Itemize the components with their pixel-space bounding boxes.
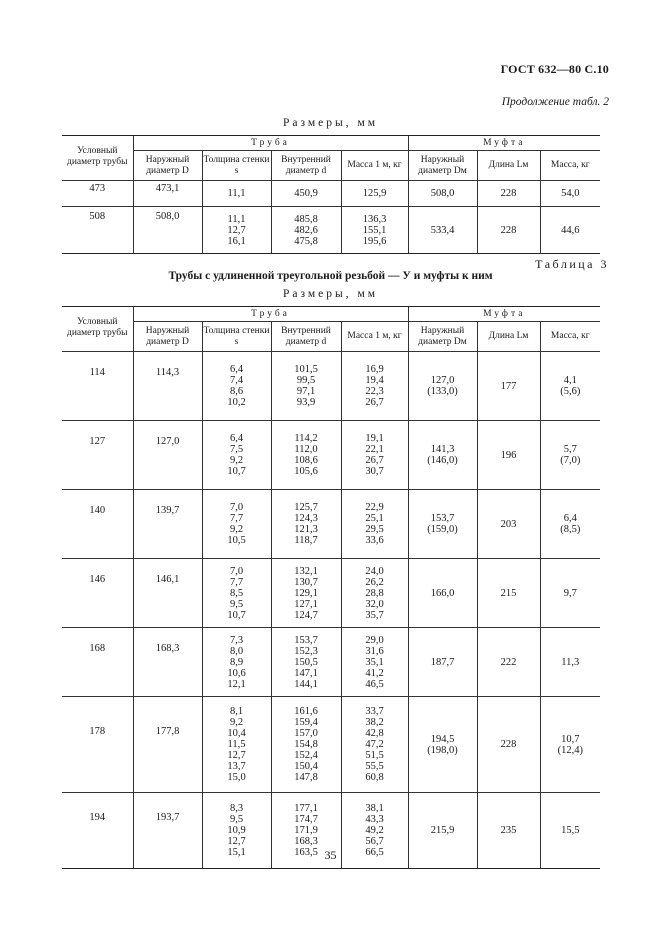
cell-mass-per-meter [341,628,408,697]
cell-inner-diameter-value: 114,2 [294,433,318,444]
table-3-title: Трубы с удлиненной треугольной резьбой — У и муфты к ним [168,270,493,282]
cell-inner-diameter-value: 130,7 [294,576,318,588]
cell-inner-diameter-value: 118,7 [294,535,318,546]
cell-coupling-outer-diameter-line: (159,0) [427,524,458,535]
document-code: ГОСТ 632—80 С.10 [500,62,609,76]
cell-outer-diameter: 193,7 [133,793,202,869]
cell-inner-diameter [271,490,341,559]
cell-wall-thickness-value: 10,6 [227,667,246,679]
cell-wall-thickness-value: 9,5 [229,814,244,825]
cell-wall-thickness [202,421,271,490]
cell-coupling-mass [540,628,600,697]
cell-inner-diameter [271,697,341,793]
cell-mass-per-meter-value: 31,6 [365,645,384,657]
cell-coupling-mass [540,352,600,421]
cell-mass-per-meter [341,181,408,207]
header-row-group [62,136,600,151]
cell-inner-diameter-value: 174,7 [294,814,318,825]
cell-inner-diameter [271,628,341,697]
cell-outer-diameter: 114,3 [133,352,202,421]
cell-inner-diameter-value: 108,6 [294,455,318,466]
table-row [62,559,600,628]
cell-mass-per-meter-value: 46,5 [365,678,384,690]
cell-inner-diameter-value: 159,4 [294,717,318,728]
cell-inner-diameter-value: 150,5 [294,656,318,668]
cell-mass-per-meter-value: 38,2 [365,717,384,728]
cell-wall-thickness [202,207,271,254]
cell-outer-diameter: 139,7 [133,490,202,559]
cell-mass-per-meter-value: 29,0 [365,634,384,646]
cell-wall-thickness-value: 7,4 [229,375,244,386]
cell-mass-per-meter [341,352,408,421]
cell-cond-diameter: 146 [62,559,133,628]
table-row [62,697,600,793]
cell-inner-diameter-value: 482,6 [294,224,318,236]
cell-inner-diameter-value: 101,5 [294,364,318,375]
table-row [62,421,600,490]
cell-mass-per-meter-value: 125,9 [362,188,387,199]
cell-wall-thickness-value: 9,5 [229,598,244,610]
cell-coupling-length: 203 [477,490,540,559]
cell-coupling-outer-diameter-line: 533,4 [430,224,455,236]
cell-cond-diameter: 140 [62,490,133,559]
page-number: 35 [324,848,337,862]
cell-cond-diameter: 194 [62,793,133,869]
cell-mass-per-meter-value: 19,4 [365,375,384,386]
header-mass-per-meter: Масса 1 м, кг [341,322,408,352]
table-3 [62,306,600,869]
cell-mass-per-meter-value: 41,2 [365,667,384,679]
cell-coupling-mass [540,697,600,793]
cell-wall-thickness-value: 7,5 [229,444,244,455]
cell-coupling-mass-line: 44,6 [561,224,580,236]
cell-wall-thickness-value: 10,5 [227,535,246,546]
header-coupling-outer-diameter: Наружный диаметр Dм [408,151,477,181]
cell-mass-per-meter-value: 26,7 [365,455,384,466]
cell-coupling-mass-line: 9,7 [563,587,577,599]
cell-coupling-mass-line: 6,4 [563,513,577,524]
cell-wall-thickness-value: 9,2 [229,524,244,535]
cell-wall-thickness-value: 8,0 [229,645,244,657]
cell-wall-thickness-value: 9,2 [229,455,244,466]
cell-mass-per-meter-value: 33,6 [365,535,384,546]
cell-coupling-mass-line: 54,0 [561,188,580,199]
cell-wall-thickness-value: 8,1 [229,706,244,717]
cell-inner-diameter [271,352,341,421]
cell-outer-diameter: 127,0 [133,421,202,490]
cell-wall-thickness-value: 6,4 [229,433,244,444]
cell-coupling-outer-diameter [408,207,477,254]
cell-inner-diameter-value: 127,1 [294,598,318,610]
cell-coupling-outer-diameter-line: 508,0 [430,188,455,199]
cell-inner-diameter-value: 121,3 [294,524,318,535]
cell-coupling-length: 228 [477,181,540,207]
cell-cond-diameter: 508 [62,207,133,254]
cell-coupling-mass-line: 15,5 [561,825,580,836]
table-row [62,490,600,559]
header-pipe-group: Труба [133,136,408,151]
cell-inner-diameter-value: 152,4 [294,750,318,761]
table-row [62,181,600,207]
cell-cond-diameter: 168 [62,628,133,697]
cell-wall-thickness-value: 10,7 [227,609,246,621]
cell-outer-diameter: 473,1 [133,181,202,207]
cell-mass-per-meter [341,207,408,254]
cell-coupling-outer-diameter-line: 141,3 [430,444,455,455]
cell-coupling-mass-line: 4,1 [563,375,577,386]
cell-mass-per-meter-value: 47,2 [365,739,384,750]
cell-mass-per-meter-value: 26,7 [365,397,384,408]
cell-mass-per-meter-value: 24,0 [365,565,384,577]
cell-coupling-outer-diameter [408,181,477,207]
cell-inner-diameter-value: 150,4 [294,761,318,772]
cell-coupling-length: 215 [477,559,540,628]
cell-wall-thickness-value: 7,7 [229,576,244,588]
cell-inner-diameter-value: 97,1 [296,386,316,397]
cell-mass-per-meter-value: 55,5 [365,761,384,772]
cell-inner-diameter-value: 163,5 [294,847,318,858]
cell-mass-per-meter-value: 35,1 [365,656,384,668]
cell-coupling-mass [540,490,600,559]
cell-wall-thickness [202,490,271,559]
cell-inner-diameter-value: 124,3 [294,513,318,524]
table-row [62,628,600,697]
cell-inner-diameter [271,421,341,490]
cell-coupling-outer-diameter [408,697,477,793]
cell-mass-per-meter [341,559,408,628]
cell-inner-diameter-value: 105,6 [294,466,318,477]
cell-wall-thickness-value: 10,9 [227,825,246,836]
cell-mass-per-meter-value: 30,7 [365,466,384,477]
cell-mass-per-meter-value: 51,5 [365,750,384,761]
table-row [62,207,600,254]
cell-wall-thickness-value: 7,7 [229,513,244,524]
cell-coupling-outer-diameter-line: 215,9 [430,825,455,836]
cell-wall-thickness-value: 13,7 [227,761,246,772]
cell-mass-per-meter-value: 29,5 [365,524,384,535]
cell-wall-thickness-value: 7,0 [229,565,244,577]
cell-inner-diameter-value: 147,1 [294,667,318,679]
cell-coupling-outer-diameter-line: 187,7 [430,656,455,668]
cell-coupling-length: 228 [477,697,540,793]
cell-coupling-mass-line: (7,0) [560,455,581,466]
cell-mass-per-meter-value: 22,1 [365,444,384,455]
cell-outer-diameter: 146,1 [133,559,202,628]
header-coupling-length: Длина Lм [477,322,540,352]
cell-coupling-outer-diameter-line: (146,0) [427,455,458,466]
cell-mass-per-meter-value: 28,8 [365,587,384,599]
cell-wall-thickness-value: 12,7 [227,224,246,236]
cell-coupling-length: 222 [477,628,540,697]
header-cond-diameter: Условный диаметр трубы [62,136,133,181]
cell-inner-diameter [271,181,341,207]
cell-wall-thickness-value: 15,0 [227,772,246,783]
cell-coupling-length: 177 [477,352,540,421]
cell-inner-diameter-value: 168,3 [294,836,318,847]
cell-wall-thickness-value: 11,5 [227,739,246,750]
cell-mass-per-meter-value: 136,3 [362,213,387,225]
cell-coupling-outer-diameter [408,490,477,559]
header-row-columns [62,322,600,352]
cell-wall-thickness-value: 15,1 [227,847,246,858]
cell-outer-diameter: 177,8 [133,697,202,793]
cell-inner-diameter-value: 171,9 [294,825,318,836]
cell-wall-thickness-value: 10,2 [227,397,246,408]
cell-inner-diameter-value: 161,6 [294,706,318,717]
cell-mass-per-meter-value: 22,9 [365,502,384,513]
cell-mass-per-meter-value: 26,2 [365,576,384,588]
cell-mass-per-meter-value: 155,1 [362,224,387,236]
cell-coupling-outer-diameter-line: 153,7 [430,513,455,524]
header-inner-diameter: Внутренний диаметр d [271,322,341,352]
cell-inner-diameter-value: 450,9 [294,188,318,199]
cell-cond-diameter: 114 [62,352,133,421]
cell-wall-thickness-value: 10,7 [227,466,246,477]
cell-cond-diameter: 127 [62,421,133,490]
cell-coupling-mass [540,559,600,628]
cell-mass-per-meter-value: 16,9 [365,364,384,375]
cell-coupling-mass-line: (12,4) [557,744,583,756]
table-2-continued [62,135,600,254]
cell-coupling-outer-diameter [408,421,477,490]
cell-wall-thickness [202,352,271,421]
cell-mass-per-meter-value: 38,1 [365,803,384,814]
header-cond-diameter: Условный диаметр трубы [62,307,133,352]
cell-wall-thickness-value: 6,4 [229,364,244,375]
header-coupling-group: Муфта [408,136,600,151]
cell-wall-thickness [202,181,271,207]
cell-coupling-mass-line: 11,3 [561,656,580,668]
cell-coupling-outer-diameter-line: (133,0) [427,386,458,397]
cell-wall-thickness-value: 8,9 [229,656,244,668]
cell-coupling-outer-diameter-line: 127,0 [430,375,455,386]
cell-mass-per-meter-value: 33,7 [365,706,384,717]
cell-inner-diameter-value: 132,1 [294,565,318,577]
cell-inner-diameter-value: 154,8 [294,739,318,750]
cell-inner-diameter-value: 157,0 [294,728,318,739]
header-coupling-outer-diameter: Наружный диаметр Dм [408,322,477,352]
cell-inner-diameter-value: 144,1 [294,678,318,690]
cell-wall-thickness-value: 8,5 [229,587,244,599]
cell-coupling-length: 235 [477,793,540,869]
cell-wall-thickness-value: 16,1 [227,235,246,247]
cell-wall-thickness [202,628,271,697]
cell-mass-per-meter [341,490,408,559]
cell-inner-diameter [271,559,341,628]
header-coupling-group: Муфта [408,307,600,322]
cell-inner-diameter-value: 129,1 [294,587,318,599]
header-coupling-mass: Масса, кг [540,151,600,181]
cell-mass-per-meter-value: 60,8 [365,772,384,783]
header-wall-thickness: Толщина стенки s [202,151,271,181]
cell-outer-diameter: 508,0 [133,207,202,254]
header-outer-diameter: Наружный диаметр D [133,151,202,181]
sizes-caption: Размеры, мм [282,117,379,129]
cell-inner-diameter-value: 152,3 [294,645,318,657]
cell-coupling-outer-diameter [408,352,477,421]
header-mass-per-meter: Масса 1 м, кг [341,151,408,181]
cell-wall-thickness-value: 7,3 [229,634,244,646]
cell-mass-per-meter-value: 49,2 [365,825,384,836]
cell-inner-diameter-value: 177,1 [294,803,318,814]
cell-wall-thickness-value: 11,1 [227,188,246,199]
cell-cond-diameter: 178 [62,697,133,793]
cell-inner-diameter-value: 485,8 [294,213,318,225]
cell-inner-diameter-value: 112,0 [294,444,318,455]
cell-mass-per-meter [341,697,408,793]
cell-mass-per-meter-value: 42,8 [365,728,384,739]
cell-wall-thickness-value: 9,2 [229,717,244,728]
cell-inner-diameter-value: 93,9 [296,397,316,408]
cell-wall-thickness [202,697,271,793]
cell-coupling-mass-line: 10,7 [561,733,580,745]
sizes-caption: Размеры, мм [282,288,379,300]
header-outer-diameter: Наружный диаметр D [133,322,202,352]
table-3-label: Таблица 3 [535,257,609,271]
cell-coupling-mass-line: (5,6) [560,386,581,397]
cell-wall-thickness-value: 7,0 [229,502,244,513]
header-inner-diameter: Внутренний диаметр d [271,151,341,181]
header-wall-thickness: Толщина стенки s [202,322,271,352]
header-coupling-length: Длина Lм [477,151,540,181]
cell-wall-thickness-value: 8,3 [229,803,244,814]
cell-inner-diameter-value: 99,5 [296,375,316,386]
table-continuation: Продолжение табл. 2 [501,96,609,108]
cell-wall-thickness-value: 12,1 [227,678,246,690]
cell-mass-per-meter-value: 32,0 [365,598,384,610]
cell-mass-per-meter [341,421,408,490]
cell-inner-diameter-value: 153,7 [294,634,318,646]
cell-inner-diameter-value: 147,8 [294,772,318,783]
cell-wall-thickness-value: 11,1 [227,213,246,225]
cell-coupling-mass-line: 5,7 [563,444,577,455]
cell-coupling-outer-diameter [408,628,477,697]
header-row-group [62,307,600,322]
cell-inner-diameter-value: 125,7 [294,502,318,513]
cell-mass-per-meter-value: 22,3 [365,386,384,397]
cell-coupling-outer-diameter-line: 166,0 [430,587,455,599]
cell-inner-diameter [271,207,341,254]
cell-inner-diameter-value: 475,8 [294,235,318,247]
cell-mass-per-meter-value: 56,7 [365,836,384,847]
cell-wall-thickness-value: 10,4 [227,728,246,739]
cell-mass-per-meter-value: 195,6 [362,235,387,247]
cell-coupling-mass [540,181,600,207]
cell-coupling-length: 228 [477,207,540,254]
cell-coupling-outer-diameter [408,559,477,628]
cell-coupling-length: 196 [477,421,540,490]
cell-coupling-mass [540,207,600,254]
cell-outer-diameter: 168,3 [133,628,202,697]
header-row-columns [62,151,600,181]
cell-wall-thickness-value: 12,7 [227,836,246,847]
cell-mass-per-meter-value: 35,7 [365,609,384,621]
cell-inner-diameter-value: 124,7 [294,609,318,621]
header-coupling-mass: Масса, кг [540,322,600,352]
cell-wall-thickness-value: 12,7 [227,750,246,761]
cell-wall-thickness-value: 8,6 [229,386,244,397]
table-row [62,352,600,421]
cell-mass-per-meter-value: 25,1 [365,513,384,524]
cell-mass-per-meter-value: 43,3 [365,814,384,825]
cell-cond-diameter: 473 [62,181,133,207]
cell-coupling-mass [540,421,600,490]
cell-mass-per-meter-value: 19,1 [365,433,384,444]
cell-wall-thickness [202,559,271,628]
cell-coupling-outer-diameter-line: 194,5 [430,733,455,745]
header-pipe-group: Труба [133,307,408,322]
cell-coupling-mass-line: (8,5) [560,524,581,535]
cell-mass-per-meter-value: 66,5 [365,847,384,858]
cell-coupling-outer-diameter-line: (198,0) [427,744,458,756]
